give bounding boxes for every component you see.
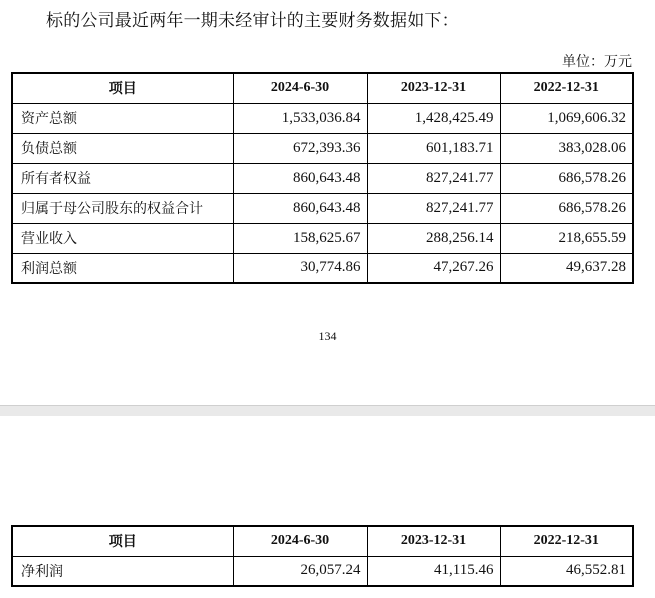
header-2022-12-31: 2022-12-31	[500, 526, 633, 556]
intro-paragraph: 标的公司最近两年一期未经审计的主要财务数据如下：	[46, 11, 459, 31]
cell-value: 46,552.81	[500, 556, 633, 586]
header-item: 项目	[12, 73, 233, 103]
row-label: 所有者权益	[12, 163, 233, 193]
row-label: 资产总额	[12, 103, 233, 133]
cell-value: 860,643.48	[233, 193, 367, 223]
table-row	[12, 133, 633, 163]
financial-table-part1	[11, 72, 634, 284]
header-2024-6-30: 2024-6-30	[233, 526, 367, 556]
cell-value: 26,057.24	[233, 556, 367, 586]
cell-value: 686,578.26	[500, 163, 633, 193]
header-item: 项目	[12, 526, 233, 556]
cell-value: 218,655.59	[500, 223, 633, 253]
unit-label: 单位：万元	[562, 54, 632, 70]
cell-value: 30,774.86	[233, 253, 367, 283]
header-2023-12-31: 2023-12-31	[367, 526, 500, 556]
cell-value: 383,028.06	[500, 133, 633, 163]
row-label: 营业收入	[12, 223, 233, 253]
cell-value: 288,256.14	[367, 223, 500, 253]
cell-value: 49,637.28	[500, 253, 633, 283]
cell-value: 827,241.77	[367, 193, 500, 223]
header-2024-6-30: 2024-6-30	[233, 73, 367, 103]
cell-value: 860,643.48	[233, 163, 367, 193]
cell-value: 41,115.46	[367, 556, 500, 586]
cell-value: 1,428,425.49	[367, 103, 500, 133]
header-2022-12-31: 2022-12-31	[500, 73, 633, 103]
cell-value: 1,069,606.32	[500, 103, 633, 133]
cell-value: 1,533,036.84	[233, 103, 367, 133]
table-row	[12, 103, 633, 133]
cell-value: 827,241.77	[367, 163, 500, 193]
row-label: 利润总额	[12, 253, 233, 283]
cell-value: 672,393.36	[233, 133, 367, 163]
table-row	[12, 193, 633, 223]
cell-value: 158,625.67	[233, 223, 367, 253]
financial-table-part2	[11, 525, 634, 587]
row-label: 归属于母公司股东的权益合计	[12, 193, 233, 223]
cell-value: 47,267.26	[367, 253, 500, 283]
table-header-row	[12, 526, 633, 556]
table-row	[12, 253, 633, 283]
row-label: 负债总额	[12, 133, 233, 163]
cell-value: 686,578.26	[500, 193, 633, 223]
page-number: 134	[318, 329, 337, 343]
header-2023-12-31: 2023-12-31	[367, 73, 500, 103]
cell-value: 601,183.71	[367, 133, 500, 163]
table-header-row	[12, 73, 633, 103]
table-row	[12, 163, 633, 193]
table-row	[12, 223, 633, 253]
row-label: 净利润	[12, 556, 233, 586]
table-row	[12, 556, 633, 586]
